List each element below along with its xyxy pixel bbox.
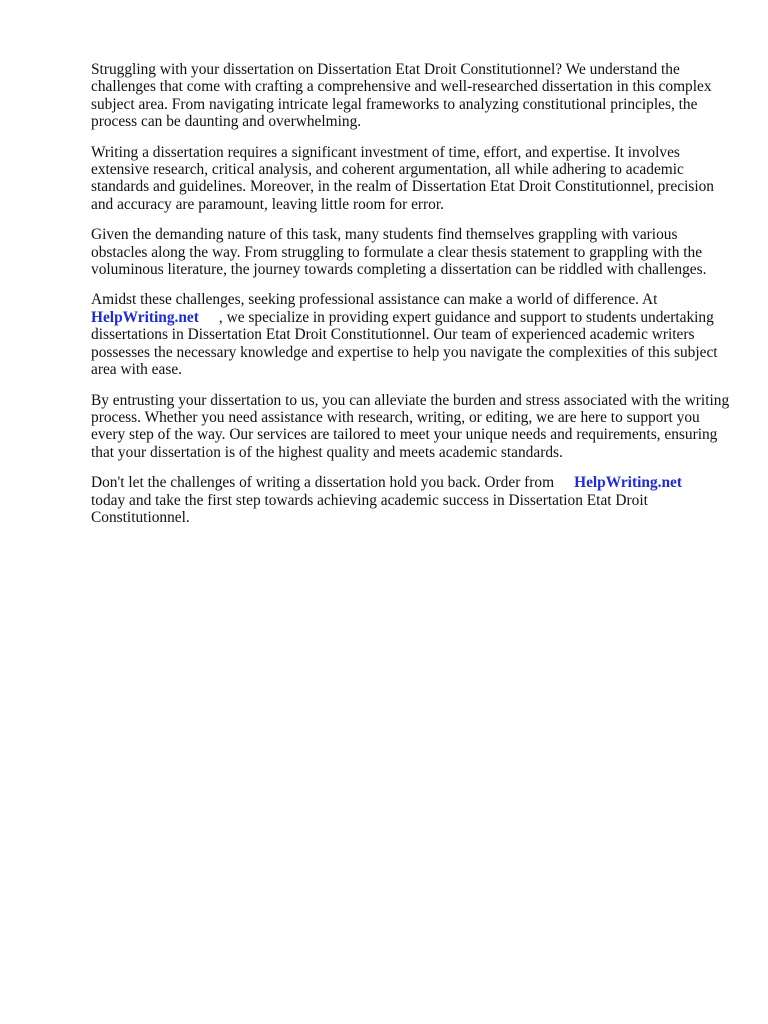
paragraph-assistance: [91, 291, 731, 378]
paragraph-assistance-rest: , we specialize in providing expert guidance and support to students undertaking dissertations in Dissertation Etat Droit Constitutionnel. Our team of experienced academic writers possesses the necessary knowledge and expertise to help you navigate the complexities of this subject area with ease.: [91, 308, 718, 379]
paragraph-cta-lead: Don't let the challenges of writing a dissertation hold you back. Order from: [91, 474, 555, 492]
paragraph-requirements: Writing a dissertation requires a significant investment of time, effort, and expertise. It involves extensive research, critical analysis, and coherent argumentation, all while adhering to academic standards and guidelines. Moreover, in the realm of Dissertation Etat Droit Constitutionnel, precision and accuracy are paramount, leaving little room for error.: [91, 143, 714, 213]
helpwriting-link[interactable]: HelpWriting.net: [91, 308, 199, 326]
paragraph-assistance-lead: Amidst these challenges, seeking professional assistance can make a world of difference. At: [91, 291, 658, 309]
document-body: [91, 61, 731, 539]
paragraph-obstacles: Given the demanding nature of this task, many students find themselves grappling with various obstacles along the way. From struggling to formulate a clear thesis statement to grappling with the voluminous literature, the journey towards completing a dissertation can be riddled with challenges.: [91, 226, 707, 279]
helpwriting-link-order[interactable]: HelpWriting.net: [574, 474, 682, 492]
paragraph-intro: Struggling with your dissertation on Dissertation Etat Droit Constitutionnel? We understand the challenges that come with crafting a comprehensive and well-researched dissertation in this complex subject area. From navigating intricate legal frameworks to analyzing constitutional principles, the process can be daunting and overwhelming.: [91, 61, 712, 131]
paragraph-call-to-action: [91, 474, 731, 526]
paragraph-cta-rest: today and take the first step towards achieving academic success in Dissertation Etat Droit Constitutionnel.: [91, 491, 648, 526]
paragraph-services: By entrusting your dissertation to us, you can alleviate the burden and stress associated with the writing process. Whether you need assistance with research, writing, or editing, we are here to support you every step of the way. Our services are tailored to meet your unique needs and requirements, ensuring that your dissertation is of the highest quality and meets academic standards.: [91, 391, 730, 461]
